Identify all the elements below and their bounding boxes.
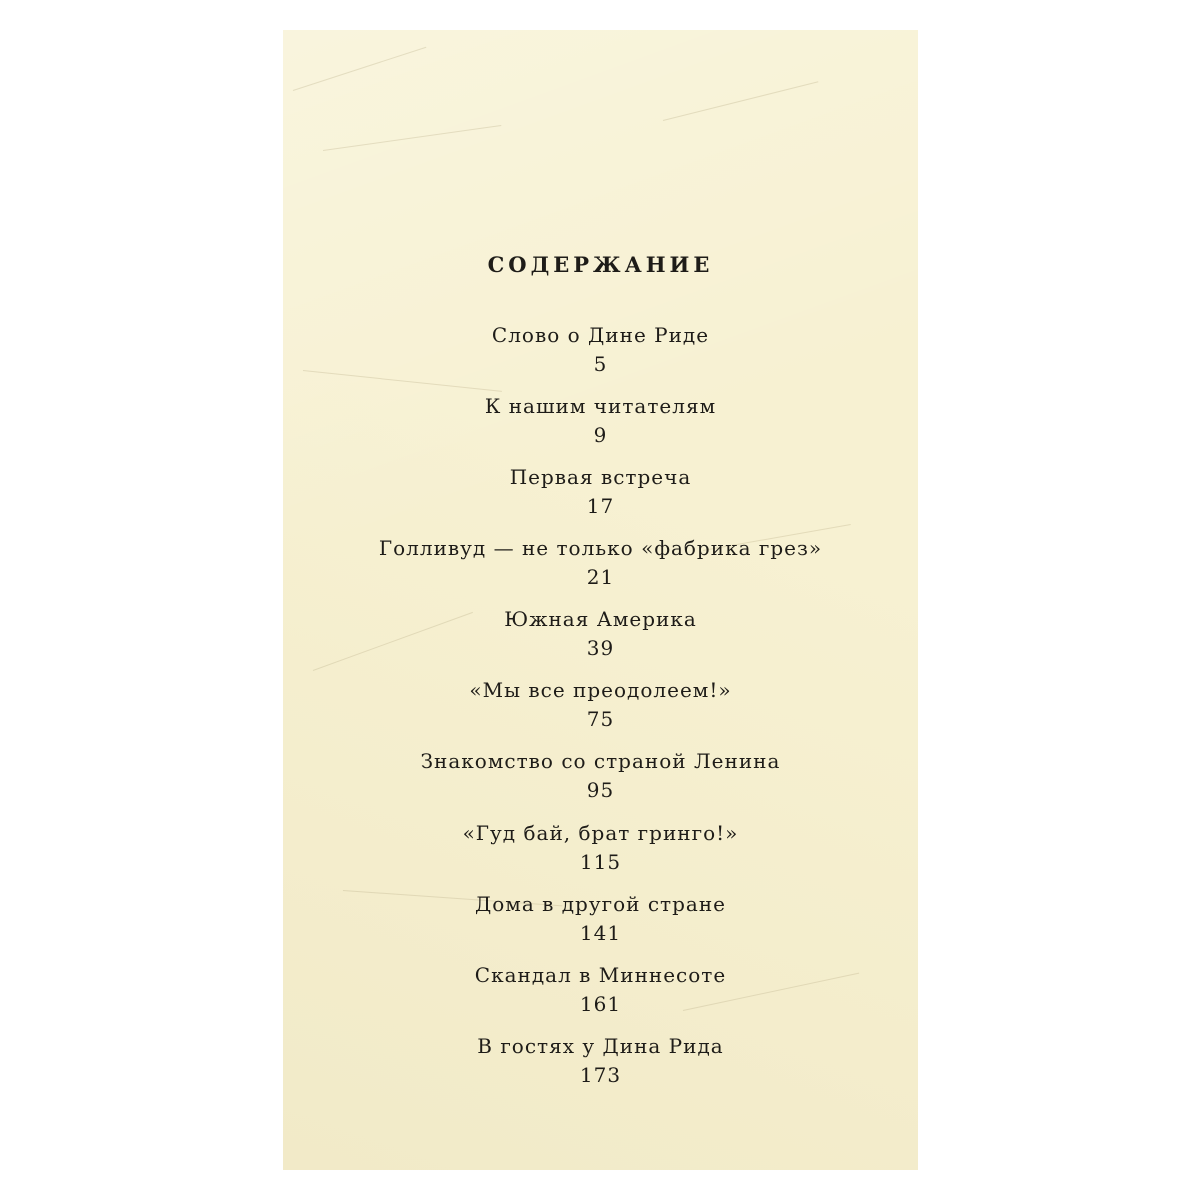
toc-heading: СОДЕРЖАНИЕ (487, 252, 714, 277)
toc-entry-page: 9 (593, 423, 608, 447)
toc-entry-page: 161 (579, 992, 622, 1016)
toc-entry (283, 677, 918, 732)
paper-scratch (663, 81, 818, 121)
toc-entry-title: «Мы все преодолеем!» (469, 678, 732, 702)
toc-entry-page: 95 (586, 778, 615, 802)
toc-entry (283, 962, 918, 1017)
toc-entry-page: 115 (579, 850, 622, 874)
toc-entry-title: «Гуд бай, брат гринго!» (462, 821, 739, 845)
toc-entry-page: 5 (593, 352, 608, 376)
toc-entry-page: 141 (579, 921, 622, 945)
toc-entry-title: К нашим читателям (484, 394, 717, 418)
toc-entry (283, 606, 918, 661)
toc-entry-title: Слово о Дине Риде (491, 323, 710, 347)
toc-entry (283, 464, 918, 519)
toc-entry-title: Голливуд — не только «фабрика грез» (378, 536, 823, 560)
toc-entry-page: 21 (586, 565, 615, 589)
toc-entry (283, 535, 918, 590)
toc-entry-page: 75 (586, 707, 615, 731)
toc-entry (283, 322, 918, 377)
paper-scratch (323, 125, 501, 151)
toc-entry (283, 891, 918, 946)
book-page (283, 30, 918, 1170)
toc-entry-page: 39 (586, 636, 615, 660)
toc-entry (283, 1033, 918, 1088)
toc-entry-title: Знакомство со страной Ленина (420, 749, 781, 773)
toc-entry-title: Дома в другой стране (474, 892, 726, 916)
toc-entry (283, 748, 918, 803)
paper-scratch (293, 47, 426, 91)
toc-entry-title: Первая встреча (509, 465, 692, 489)
toc-entry-title: Южная Америка (504, 607, 697, 631)
toc-entry (283, 393, 918, 448)
toc-entry-page: 173 (579, 1063, 622, 1087)
toc-entry (283, 820, 918, 875)
toc-entry-page: 17 (586, 494, 615, 518)
toc-entry-title: В гостях у Дина Рида (477, 1034, 724, 1058)
toc-entry-title: Скандал в Миннесоте (474, 963, 727, 987)
